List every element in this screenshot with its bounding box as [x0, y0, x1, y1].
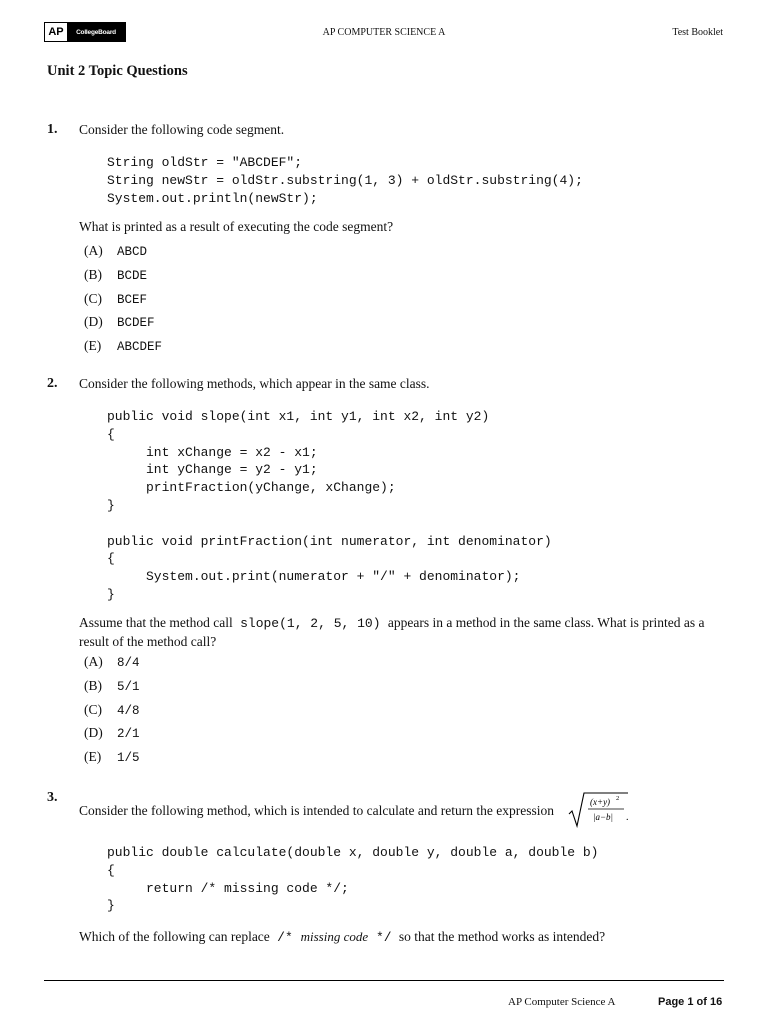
page-number-text: Page 1 of 16	[658, 996, 723, 1008]
formula-exponent: 2	[616, 795, 620, 802]
footer-course-name: AP Computer Science A	[508, 996, 616, 1008]
option-value: 5/1	[117, 679, 140, 694]
question-1-option-a[interactable]	[84, 243, 162, 267]
question-3-question-pre: Which of the following can replace	[79, 929, 270, 944]
question-2-option-a[interactable]	[84, 654, 140, 678]
formula-numerator: (x+y)	[590, 797, 611, 807]
question-2-option-d[interactable]	[84, 725, 140, 749]
question-3-inline-code	[273, 930, 395, 945]
option-label: (E)	[84, 338, 102, 354]
question-2-question-post: appears in a method in the same class. What is printed as a result of the method call?	[79, 615, 705, 649]
question-2-option-b[interactable]	[84, 678, 140, 702]
question-2-options	[84, 654, 140, 773]
footer-divider	[44, 980, 724, 981]
logo-collegeboard-text: CollegeBoard	[67, 23, 125, 41]
option-label: (A)	[84, 654, 103, 669]
logo-ap-text: AP	[45, 23, 67, 41]
option-value: BCDE	[117, 268, 148, 283]
question-2-question-pre: Assume that the method call	[79, 615, 233, 630]
option-label: (D)	[84, 725, 103, 741]
question-3-question	[79, 928, 729, 947]
option-label: (D)	[84, 314, 103, 330]
question-3-code: public double calculate(double x, double y, double a, double b) { return /* missing code */; }	[107, 845, 599, 914]
question-1-code: String oldStr = "ABCDEF"; String newStr = oldStr.substring(1, 3) + oldStr.substring(4); System.out.println(newStr);	[107, 155, 583, 206]
question-2-option-e[interactable]	[84, 749, 140, 773]
option-label: (A)	[84, 243, 103, 258]
option-label: (E)	[84, 749, 102, 765]
header-booklet-label: Test Booklet	[672, 27, 723, 38]
question-1-option-c[interactable]	[84, 291, 162, 315]
question-1-option-e[interactable]	[84, 338, 162, 362]
option-label: (B)	[84, 266, 102, 282]
option-value: BCDEF	[117, 316, 155, 331]
question-1-prompt: Consider the following code segment.	[79, 122, 285, 137]
question-2-prompt: Consider the following methods, which appear in the same class.	[79, 376, 430, 391]
option-value: 4/8	[117, 703, 140, 718]
question-1-question: What is printed as a result of executing the code segment?	[79, 219, 394, 234]
question-1-option-b[interactable]	[84, 267, 162, 291]
option-value: BCEF	[117, 292, 148, 307]
question-1-number: 1.	[47, 122, 58, 137]
unit-title: Unit 2 Topic Questions	[47, 63, 188, 79]
option-label: (C)	[84, 701, 102, 717]
question-2-inline-code: slope(1, 2, 5, 10)	[240, 616, 381, 631]
option-value: 1/5	[117, 751, 140, 766]
question-1-option-d[interactable]	[84, 314, 162, 338]
option-value: ABCDEF	[117, 340, 163, 355]
question-3-number: 3.	[47, 790, 58, 805]
code-comment-close: */	[375, 930, 392, 945]
formula-denominator: |a−b|	[593, 812, 614, 822]
option-value: ABCD	[117, 245, 148, 259]
option-label: (C)	[84, 290, 102, 306]
option-label: (B)	[84, 677, 102, 693]
code-comment-text: missing code	[300, 929, 369, 944]
question-3-prompt: Consider the following method, which is intended to calculate and return the expression	[79, 803, 555, 818]
header-title: AP COMPUTER SCIENCE A	[322, 27, 446, 38]
question-2-option-c[interactable]	[84, 702, 140, 726]
question-3-question-post: so that the method works as intended?	[398, 929, 606, 944]
question-2-number: 2.	[47, 376, 58, 391]
option-value: 2/1	[117, 727, 140, 742]
question-2-question	[79, 614, 729, 651]
formula-period: .	[626, 812, 629, 823]
question-1-options	[84, 243, 162, 362]
footer-page-number	[658, 996, 722, 1008]
code-comment-open: /*	[277, 930, 293, 945]
option-value: 8/4	[117, 656, 140, 670]
square-root-formula	[568, 790, 630, 830]
question-2-code: public void slope(int x1, int y1, int x2, int y2) { int xChange = x2 - x1; int yChange = y2 - y1; printFraction(yChange, xChange); } public void printFraction(int numerator, int denominator) { System.out.print(numerator + "/" + denominator); }	[107, 409, 552, 602]
